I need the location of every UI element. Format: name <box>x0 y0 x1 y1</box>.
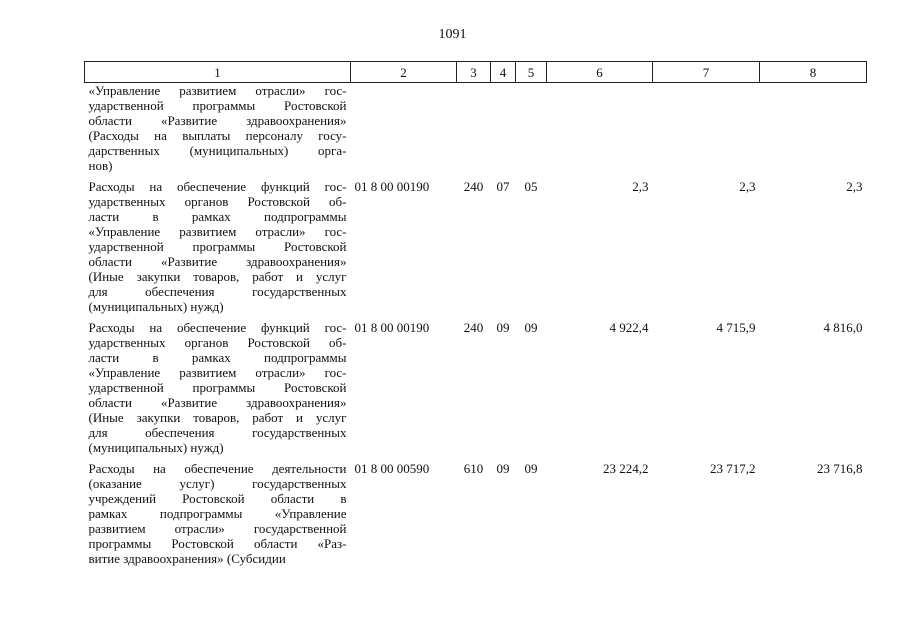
col-header-5: 5 <box>516 62 547 83</box>
description-line: области «Развитие здравоохранения» <box>88 113 347 128</box>
row-value-col6: 23 224,2 <box>603 461 649 476</box>
row-value-col7: 4 715,9 <box>716 320 756 335</box>
row-description <box>85 179 351 314</box>
description-line: (муниципальных) нужд) <box>88 299 224 314</box>
description-line: Расходы на обеспечение функций гос- <box>88 179 347 194</box>
description-line: ударственных органов Ростовской об- <box>88 194 347 209</box>
description-line: (Иные закупки товаров, работ и услуг <box>88 269 347 284</box>
description-line: для обеспечения государственных <box>88 284 347 299</box>
description-line: (муниципальных) нужд) <box>88 440 224 455</box>
row-expense-type: 240 <box>463 320 484 335</box>
description-line: «Управление развитием отрасли» гос- <box>88 224 347 239</box>
description-line: нов) <box>88 158 113 173</box>
row-expense-type: 240 <box>463 179 484 194</box>
table-row <box>85 461 867 566</box>
row-target-code <box>351 83 457 174</box>
description-line: Расходы на обеспечение функций гос- <box>88 320 347 335</box>
row-subsection: 05 <box>524 179 538 194</box>
col-header-4: 4 <box>491 62 516 83</box>
row-value-col7: 2,3 <box>739 179 756 194</box>
description-line: (Иные закупки товаров, работ и услуг <box>88 410 347 425</box>
description-line: развитием отрасли» государственной <box>88 521 347 536</box>
row-value-col6: 2,3 <box>632 179 649 194</box>
description-line: ударственной программы Ростовской <box>88 239 347 254</box>
row-subsection <box>516 83 547 174</box>
row-description <box>85 320 351 455</box>
row-expense-type <box>457 83 491 174</box>
row-description <box>85 461 351 566</box>
col-header-2: 2 <box>351 62 457 83</box>
description-line: ласти в рамках подпрограммы <box>88 350 347 365</box>
col-header-7: 7 <box>653 62 760 83</box>
col-header-3: 3 <box>457 62 491 83</box>
row-section: 09 <box>496 461 510 476</box>
description-line: (Расходы на выплаты персоналу госу- <box>88 128 347 143</box>
row-value-col8: 23 716,8 <box>817 461 863 476</box>
row-target-code: 01 8 00 00590 <box>354 461 430 476</box>
description-line: области «Развитие здравоохранения» <box>88 254 347 269</box>
description-line: программы Ростовской области «Раз- <box>88 536 347 551</box>
description-line: области «Развитие здравоохранения» <box>88 395 347 410</box>
budget-table <box>84 61 867 566</box>
description-line: ласти в рамках подпрограммы <box>88 209 347 224</box>
row-description <box>85 83 351 174</box>
page-number: 1091 <box>438 27 467 42</box>
row-section: 09 <box>496 320 510 335</box>
description-line: учреждений Ростовской области в <box>88 491 347 506</box>
row-value-col6 <box>547 83 653 174</box>
row-target-code: 01 8 00 00190 <box>354 179 430 194</box>
description-line: для обеспечения государственных <box>88 425 347 440</box>
table-row <box>85 83 867 174</box>
row-target-code: 01 8 00 00190 <box>354 320 430 335</box>
description-line: дарственных (муниципальных) орга- <box>88 143 347 158</box>
description-line: «Управление развитием отрасли» гос- <box>88 83 347 98</box>
table-row <box>85 179 867 314</box>
row-expense-type: 610 <box>463 461 484 476</box>
row-section: 07 <box>496 179 510 194</box>
col-header-8: 8 <box>760 62 867 83</box>
description-line: ударственной программы Ростовской <box>88 380 347 395</box>
table-row <box>85 320 867 455</box>
row-value-col7: 23 717,2 <box>710 461 756 476</box>
col-header-6: 6 <box>547 62 653 83</box>
row-section <box>491 83 516 174</box>
row-value-col8: 2,3 <box>846 179 863 194</box>
description-line: витие здравоохранения» (Субсидии <box>88 551 286 566</box>
row-value-col8 <box>760 83 867 174</box>
description-line: Расходы на обеспечение деятельности <box>88 461 347 476</box>
col-header-1: 1 <box>85 62 351 83</box>
row-value-col8: 4 816,0 <box>823 320 863 335</box>
description-line: «Управление развитием отрасли» гос- <box>88 365 347 380</box>
row-subsection: 09 <box>524 320 538 335</box>
header-row <box>85 62 867 83</box>
description-line: рамках подпрограммы «Управление <box>88 506 347 521</box>
description-line: (оказание услуг) государственных <box>88 476 347 491</box>
row-subsection: 09 <box>524 461 538 476</box>
description-line: ударственных органов Ростовской об- <box>88 335 347 350</box>
description-line: ударственной программы Ростовской <box>88 98 347 113</box>
row-value-col7 <box>653 83 760 174</box>
row-value-col6: 4 922,4 <box>609 320 649 335</box>
